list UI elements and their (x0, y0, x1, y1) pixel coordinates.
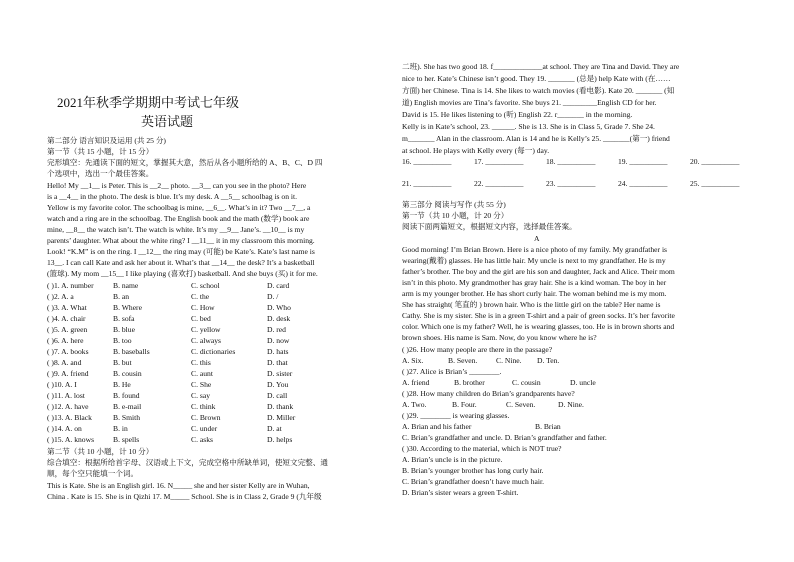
choice-option[interactable]: B. name (113, 281, 139, 290)
choice-option[interactable]: B. blue (113, 325, 135, 334)
option[interactable]: B. brother (454, 378, 485, 387)
sec2-passage-line: This is Kate. She is an English girl. 16. N_____ she and her sister Kelly are in Wuhan, (47, 481, 310, 490)
option[interactable]: D. Ten. (537, 356, 560, 365)
option[interactable]: A. Brian and his father (402, 422, 472, 431)
sec2-instruction: 综合填空：根据所给首字母、汉语或上下文，完成空格中所缺单词，使短文完整、通 (47, 458, 328, 467)
choice-option[interactable]: C. always (191, 336, 221, 345)
choice-option[interactable]: D. You (267, 380, 289, 389)
passage-line: Cathy. She is my sister. She is in a green T-shirt and a pair of green socks. It’s her favorite (402, 311, 675, 320)
choice-option[interactable]: C. She (191, 380, 212, 389)
choice-option[interactable]: D. thank (267, 402, 294, 411)
passage-label: A (534, 234, 540, 243)
choice-option[interactable]: B. Where (113, 303, 142, 312)
option[interactable]: B. Brian’s younger brother has long curly hair. (402, 466, 544, 475)
question-26: ( )26. How many people are there in the passage? (402, 345, 553, 354)
choice-option[interactable]: B. e-mail (113, 402, 142, 411)
answer-blank[interactable]: 18. __________ (546, 157, 596, 166)
answer-blank[interactable]: 24. __________ (618, 179, 668, 188)
passage-line: (篮球). My mom __15__ I like playing (喜欢打) basketball. And she buys (买) it for me. (47, 269, 318, 278)
cont-line: at school. He plays with Kelly every (每一) day. (402, 146, 550, 155)
sec2-heading: 第二节（共 10 小题，计 10 分） (47, 447, 154, 456)
choice-question-number: ( )15. A. knows (47, 435, 95, 444)
choice-question-number: ( )10. A. I (47, 380, 77, 389)
exam-title: 2021年秋季学期期中考试七年级 (57, 95, 240, 110)
choice-option[interactable]: C. the (191, 292, 210, 301)
choice-option[interactable]: C. bed (191, 314, 211, 323)
choice-option[interactable]: D. that (267, 358, 288, 367)
passage-line: parents’ daughter. What about the white ring? I __11__ it in my classroom this morning. (47, 236, 315, 245)
question-28: ( )28. How many children do Brian’s grandparents have? (402, 389, 575, 398)
choice-question-number: ( )12. A. have (47, 402, 89, 411)
option[interactable]: A. Six. (402, 356, 424, 365)
cont-line: 道) English movies are Tina’s favorite. She buys 21. _________English CD for her. (402, 98, 657, 107)
choice-question-number: ( )4. A. chair (47, 314, 86, 323)
exam-subtitle: 英语试题 (141, 114, 194, 129)
choice-option[interactable]: C. say (191, 391, 210, 400)
part2-heading: 第二部分 语言知识及运用 (共 25 分) (47, 136, 166, 145)
choice-question-number: ( )11. A. lost (47, 391, 85, 400)
option[interactable]: D. uncle (570, 378, 596, 387)
answer-blank[interactable]: 23. __________ (546, 179, 596, 188)
option[interactable]: B. Four. (452, 400, 477, 409)
option[interactable]: C. Brian’s grandfather doesn’t have much hair. (402, 477, 544, 486)
choice-option[interactable]: D. hats (267, 347, 289, 356)
cont-line: m_______ Alan in the classroom. Alan is 14 and he is Kelly’s 25. _______(第一) friend (402, 134, 670, 143)
choice-option[interactable]: C. Brown (191, 413, 221, 422)
passage-line: isn’t in this photo. My grandmother has gray hair. She is a kind woman. The boy in her (402, 278, 667, 287)
choice-question-number: ( )9. A. friend (47, 369, 89, 378)
choice-option[interactable]: D. / (267, 292, 279, 301)
passage-line: is a __4__ in the photo. The desk is blue. It’s my desk. A __5__ schoolbag is on it. (47, 192, 298, 201)
choice-question-number: ( )2. A. a (47, 292, 74, 301)
choice-option[interactable]: C. school (191, 281, 220, 290)
passage-line: She has straight( 笔直的 ) brown hair. Who is the little girl on the table? Her name is (402, 300, 661, 309)
passage-line: Good morning! I’m Brian Brown. Here is a nice photo of my family. My grandfather is (402, 245, 668, 254)
choice-option[interactable]: D. now (267, 336, 290, 345)
option[interactable]: D. Nine. (558, 400, 584, 409)
choice-option[interactable]: D. desk (267, 314, 291, 323)
part3-heading: 第三部分 阅读与写作 (共 55 分) (402, 200, 506, 209)
sec1-heading: 第一节（共 10 小题，计 20 分） (402, 211, 509, 220)
choice-question-number: ( )7. A. books (47, 347, 89, 356)
choice-question-number: ( )14. A. on (47, 424, 82, 433)
choice-option[interactable]: B. found (113, 391, 140, 400)
cont-line: 方面) her Chinese. Tina is 14. She likes to watch movies (看电影). Kate 20. _______ (知 (402, 86, 675, 95)
question-27: ( )27. Alice is Brian’s ________. (402, 367, 502, 376)
passage-line: mine, __8__ the watch isn’t. The watch is white. It’s my __9__ Jane’s. __10__ is my (47, 225, 305, 234)
answer-blank[interactable]: 22. __________ (474, 179, 524, 188)
passage-line: color. Which one is my father? Well, he is wearing glasses, too. He is in brown shorts and (402, 322, 675, 331)
choice-option[interactable]: B. cousin (113, 369, 142, 378)
choice-question-number: ( )1. A. number (47, 281, 94, 290)
choice-option[interactable]: D. helps (267, 435, 293, 444)
passage-line: arm is my younger brother. He has short curly hair. The woman behind me is my mom. (402, 289, 667, 298)
choice-option[interactable]: C. How (191, 303, 215, 312)
passage-line: father’s brother. The boy and the girl are his son and daughter, Jack and Alice. Their mom (402, 267, 675, 276)
passage-line: watch and a ring are in the schoolbag. The English book and the math (数学) book are (47, 214, 310, 223)
answer-blank[interactable]: 19. __________ (618, 157, 668, 166)
passage-line: Hello! My __1__ is Peter. This is __2__ photo. __3__ can you see in the photo? Here (47, 181, 307, 190)
option[interactable]: B. Brian (535, 422, 561, 431)
choice-question-number: ( )8. A. and (47, 358, 82, 367)
choice-option[interactable]: B. an (113, 292, 130, 301)
passage-line: wearing(戴着) glasses. He has little hair. My uncle is next to my grandfather. He is my (402, 256, 666, 265)
choice-option[interactable]: C. think (191, 402, 216, 411)
choice-question-number: ( )5. A. green (47, 325, 88, 334)
choice-option[interactable]: D. Who (267, 303, 291, 312)
choice-option[interactable]: B. spells (113, 435, 140, 444)
passage-line: Look! “K.M” is on the ring. I __12__ the ring may (可能) be Kate’s. Kate’s last name is (47, 247, 315, 256)
sec2-passage-line: China . Kate is 15. She is in Qizhi 17. M_____ School. She is in Class 2, Grade 9 (九年级 (47, 492, 322, 501)
question-29: ( )29. ________ is wearing glasses. (402, 411, 510, 420)
choice-option[interactable]: C. aunt (191, 369, 213, 378)
option[interactable]: B. Seven. (448, 356, 478, 365)
option[interactable]: D. Brian’s sister wears a green T-shirt. (402, 488, 519, 497)
choice-option[interactable]: B. but (113, 358, 132, 367)
choice-question-number: ( )3. A. What (47, 303, 87, 312)
sec1-instruction: 个选项中，选出一个最佳答案。 (47, 169, 154, 178)
choice-option[interactable]: D. sister (267, 369, 293, 378)
choice-option[interactable]: B. too (113, 336, 132, 345)
answer-blank[interactable]: 25. __________ (690, 179, 740, 188)
option[interactable]: A. Brian’s uncle is in the picture. (402, 455, 503, 464)
choice-option[interactable]: C. dictionaries (191, 347, 236, 356)
option[interactable]: C. cousin (512, 378, 541, 387)
choice-question-number: ( )6. A. here (47, 336, 84, 345)
option[interactable]: A. Two. (402, 400, 427, 409)
cont-line: David is 15. He likes listening to (听) English 22. r_______ in the morning. (402, 110, 633, 119)
question-30: ( )30. According to the material, which is NOT true? (402, 444, 562, 453)
cont-line: Kelly is in Kate’s school, 23. ______. She is 13. She is in Class 5, Grade 7. She 24. (402, 122, 655, 131)
choice-question-number: ( )13. A. Black (47, 413, 92, 422)
choice-option[interactable]: C. under (191, 424, 218, 433)
option[interactable]: A. friend (402, 378, 430, 387)
choice-option[interactable]: B. sofa (113, 314, 135, 323)
choice-option[interactable]: D. call (267, 391, 288, 400)
choice-option[interactable]: C. this (191, 358, 211, 367)
choice-option[interactable]: D. card (267, 281, 290, 290)
cont-line: nice to her. Kate’s Chinese isn’t good. They 19. _______ (总是) help Kate with (在…… (402, 74, 671, 83)
choice-option[interactable]: D. red (267, 325, 286, 334)
sec1-instruction: 阅读下面两篇短文，根据短文内容，选择最佳答案。 (402, 222, 577, 231)
sec1-instruction: 完形填空：先通读下面的短文，掌握其大意，然后从各小题所给的 A、B、C、D 四 (47, 158, 323, 167)
choice-option[interactable]: B. He (113, 380, 131, 389)
sec1-heading: 第一节（共 15 小题，计 15 分） (47, 147, 154, 156)
choice-option[interactable]: C. yellow (191, 325, 221, 334)
choice-option[interactable]: B. baseballs (113, 347, 150, 356)
choice-option[interactable]: C. asks (191, 435, 213, 444)
choice-option[interactable]: D. Miller (267, 413, 296, 422)
sec2-instruction: 顺，每个空只能填一个词。 (47, 469, 139, 478)
choice-option[interactable]: D. at (267, 424, 282, 433)
choice-option[interactable]: B. Smith (113, 413, 141, 422)
choice-option[interactable]: B. in (113, 424, 128, 433)
answer-blank[interactable]: 20. __________ (690, 157, 740, 166)
answer-blank[interactable]: 16. __________ (402, 157, 452, 166)
cont-line: 二班). She has two good 18. f_____________at school. They are Tina and David. They are (402, 62, 680, 71)
passage-line: Yellow is my favorite color. The schoolbag is mine, __6__. What’s in it? Two __7__, a (47, 203, 311, 212)
option[interactable]: C. Seven. (506, 400, 536, 409)
passage-line: 13__. I can call Kate and ask her about it. What’s that __14__ the desk? It’s a basketball (47, 258, 315, 267)
option[interactable]: C. Nine. (496, 356, 522, 365)
answer-blank[interactable]: 21. __________ (402, 179, 452, 188)
answer-blank[interactable]: 17. __________ (474, 157, 524, 166)
option[interactable]: C. Brian’s grandfather and uncle. D. Brian’s grandfather and father. (402, 433, 607, 442)
passage-line: brown shoes. His name is Sam. Now, do you know where he is? (402, 333, 597, 342)
